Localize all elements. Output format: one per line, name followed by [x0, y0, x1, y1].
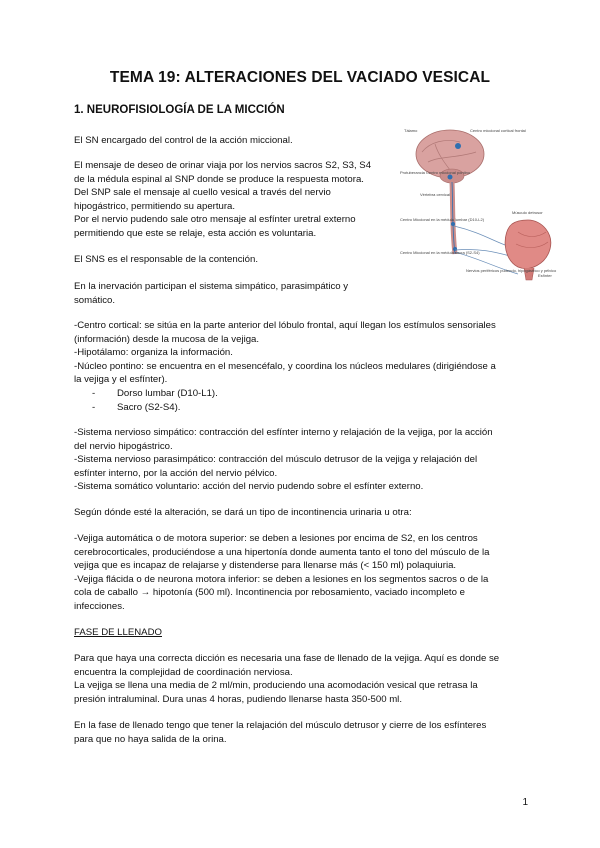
paragraph-line: -Vejiga automática o de motora superior: se deben a lesiones por encima de S2, en los centros	[74, 533, 478, 544]
paragraph: El SN encargado del control de la acción miccional.	[74, 135, 293, 146]
paragraph-line: del nervio hipogástrico.	[74, 440, 173, 452]
label-protuberancia: Protuberancia Centro miccional pontino	[400, 170, 471, 175]
paragraph-line: -Sistema nervioso parasimpático: contracción del músculo detrusor de la vejiga y relajación del	[74, 454, 478, 465]
paragraph-line: presión intraluminal. Dura unas 4 horas, pudiendo llenarse hasta 350-500 ml.	[74, 693, 402, 705]
cortical-center-marker	[455, 143, 461, 149]
paragraph-line: permitiendo que este se relaje, esta acción es voluntaria.	[74, 227, 317, 239]
paragraph-line: hipogástrico, permitiendo su apertura.	[74, 200, 236, 212]
label-nervios: Nervios periféricos pudendo, hipogástrico y pélvico	[466, 268, 557, 273]
list-item-text: Dorso lumbar (D10-L1).	[117, 388, 218, 399]
label-centro-sacro: Centro Miccional en la médula sacra (S2-S4)	[400, 250, 480, 255]
lumbar-center-marker	[451, 222, 455, 226]
paragraph-line: de la médula espinal al SNP donde se produce la respuesta motora.	[74, 173, 364, 185]
label-talamo: Tálamo	[404, 128, 418, 133]
paragraph-line: encuentra la complejidad de coordinación nerviosa.	[74, 666, 293, 678]
paragraph-line: somático.	[74, 294, 116, 306]
paragraph-line: En la inervación participan el sistema simpático, parasimpático y	[74, 281, 349, 292]
paragraph-line: cerebrocorticales, produciéndose a una hipertonía donde aumenta tanto el tono del músculo de la	[74, 546, 490, 558]
page-title: TEMA 19: ALTERACIONES DEL VACIADO VESICAL	[109, 69, 491, 86]
paragraph-line: La vejiga se llena una media de 2 ml/min, produciendo una acomodación vesical que retrasa la	[74, 680, 478, 691]
paragraph-line: cola de caballo → hipotonía (500 ml). Incontinencia por rebosamiento, vaciado incompleto e	[74, 587, 465, 598]
paragraph-line: En la fase de llenado tengo que tener la relajación del músculo detrusor y cierre de los esfínteres	[74, 720, 487, 731]
paragraph-line: -Centro cortical: se sitúa en la parte anterior del lóbulo frontal, aquí llegan los estímulos sensoriales	[74, 320, 496, 331]
label-centro-lumbar: Centro Miccional en la médula lumbar (D10-L2)	[400, 217, 485, 222]
paragraph-line: vejiga que es incapaz de relajarse y distenderse para llenarse más (< 150 ml) polaquiuria.	[74, 560, 457, 571]
pontine-center-marker	[448, 175, 453, 180]
paragraph-line: -Núcleo pontino: se encuentra en el mesencéfalo, y coordina los núcleos medulares (dirigiéndose a	[74, 360, 496, 372]
subsection-heading: FASE DE LLENADO	[74, 627, 162, 638]
paragraph-line: Del SNP sale el mensaje al cuello vesical a través del nervio	[74, 187, 331, 198]
paragraph-line: esfínter interno, por la acción del nervio pélvico.	[74, 467, 278, 479]
paragraph-line: El mensaje de deseo de orinar viaja por los nervios sacros S2, S3, S4	[74, 160, 372, 171]
list-item-text: Sacro (S2-S4).	[117, 402, 181, 413]
label-centro-cortical: Centro miccional cortical frontal	[470, 128, 526, 133]
paragraph-line: Por el nervio pudendo sale otro mensaje al esfínter uretral externo	[74, 214, 356, 225]
paragraph-line: (información) desde la mucosa de la vejiga.	[74, 333, 260, 345]
page-number: 1	[522, 797, 528, 808]
list-item: - Dorso lumbar (D10-L1).	[92, 388, 218, 399]
paragraph-line: para que no haya salida de la orina.	[74, 733, 227, 745]
paragraph-line: -Hipotálamo: organiza la información.	[74, 347, 233, 358]
micturition-anatomy-illustration	[400, 124, 560, 284]
section-heading: 1. NEUROFISIOLOGÍA DE LA MICCIÓN	[74, 104, 285, 116]
label-vertebra: Vértebra cervical	[420, 192, 451, 197]
paragraph-line: la vejiga y el esfínter).	[74, 374, 168, 385]
label-musculo: Músculo detrusor	[512, 210, 543, 215]
paragraph-line: -Sistema somático voluntario: acción del nervio pudendo sobre el esfínter externo.	[74, 481, 424, 492]
paragraph: Según dónde esté la alteración, se dará un tipo de incontinencia urinaria u otra:	[74, 507, 412, 518]
list-item: - Sacro (S2-S4).	[92, 402, 181, 413]
paragraph-line: infecciones.	[74, 600, 125, 612]
paragraph: El SNS es el responsable de la contención.	[74, 254, 258, 265]
label-esfinter: Esfínter	[538, 273, 552, 278]
paragraph-line: -Vejiga flácida o de neurona motora inferior: se deben a lesiones en los segmentos sacros o de la	[74, 573, 489, 585]
paragraph-line: -Sistema nervioso simpático: contracción del esfínter interno y relajación de la vejiga, por la acción	[74, 427, 493, 438]
paragraph-line: Para que haya una correcta dicción es necesaria una fase de llenado de la vejiga. Aquí es donde se	[74, 653, 500, 664]
